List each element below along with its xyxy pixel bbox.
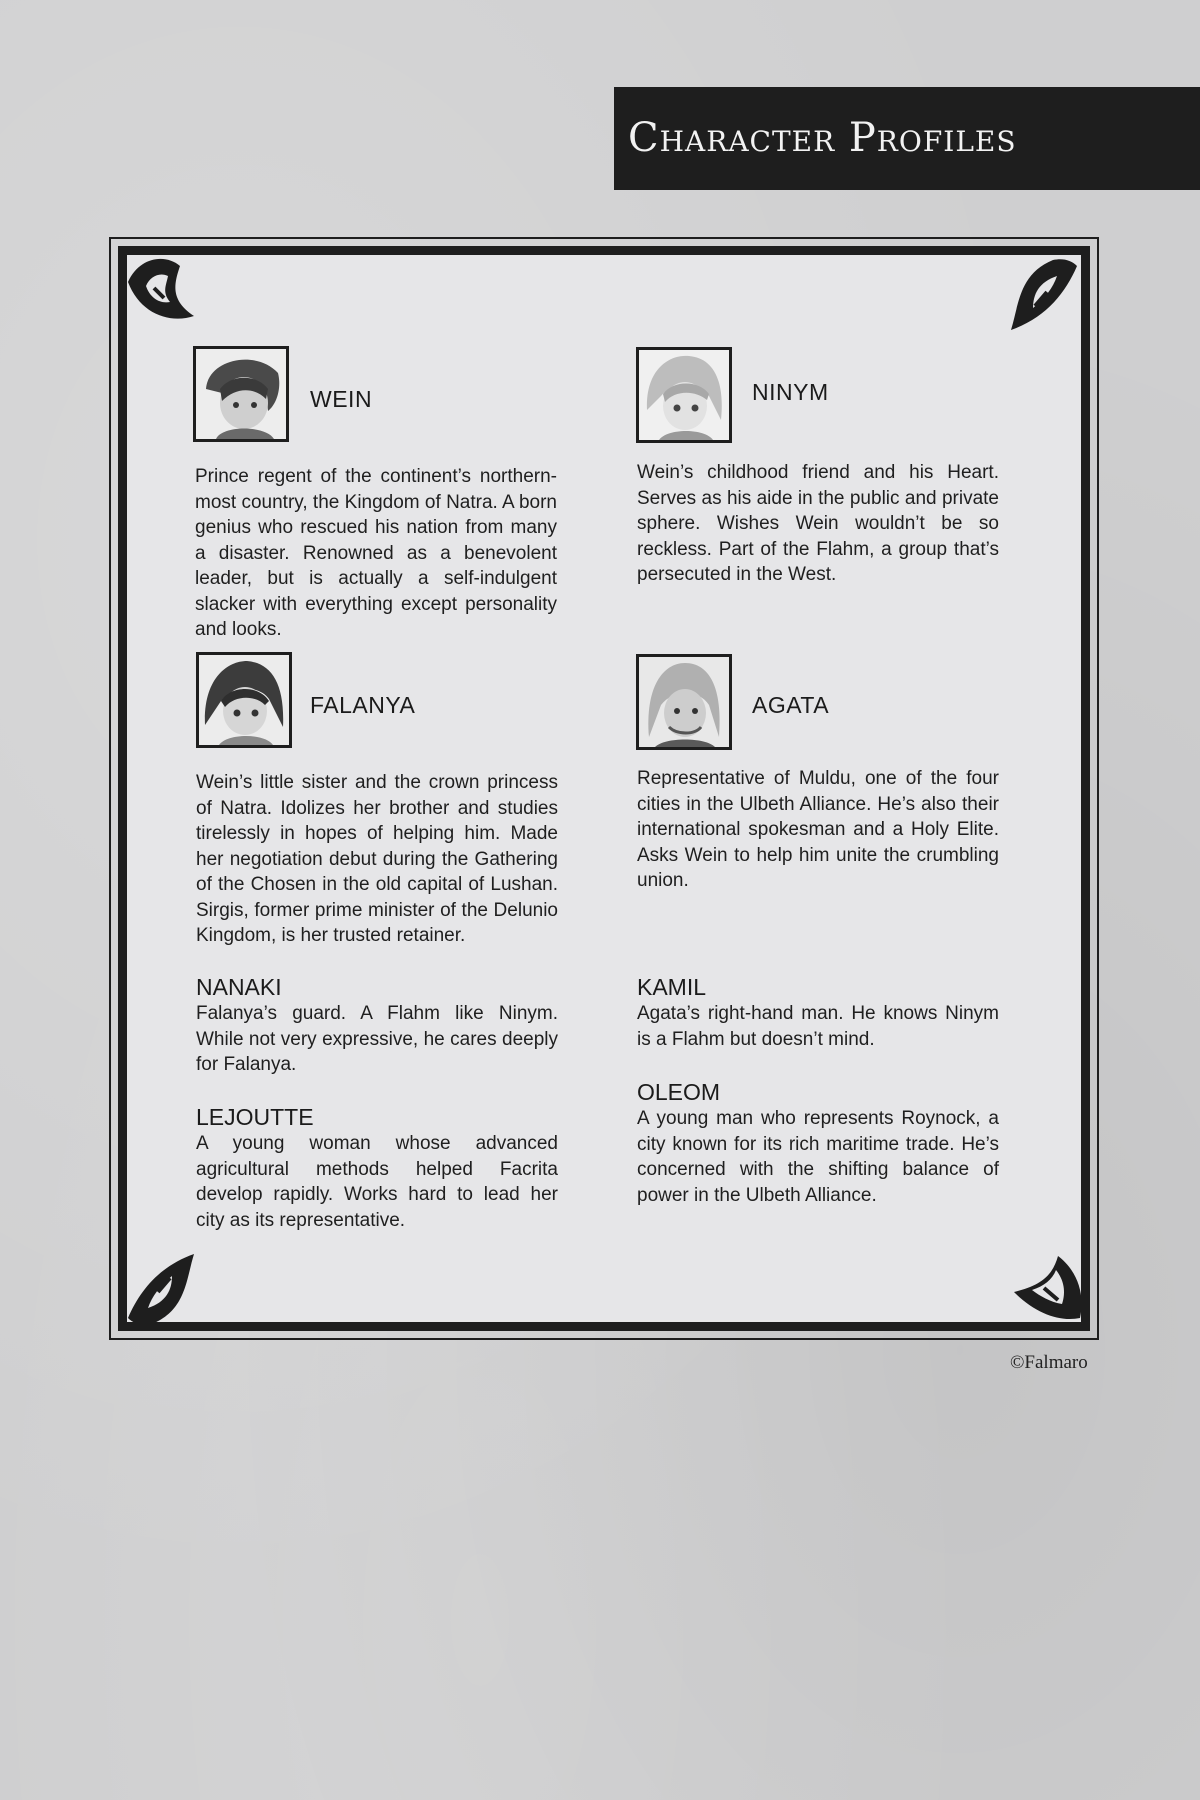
profile-description: A young man who represents Roynock, a city known for its rich maritime trade. He’s concerned with the shifting balance of power in the Ulbeth Alliance. bbox=[637, 1108, 999, 1206]
profile-name: KAMIL bbox=[637, 974, 707, 1000]
profile-name: FALANYA bbox=[310, 692, 416, 718]
profile-description: A young woman whose advanced agricultural methods helped Facrita develop rapidly. Works hard to lead her city as its representative. bbox=[196, 1133, 558, 1231]
page-title: Character Profiles bbox=[628, 115, 1017, 161]
profile-description: Representative of Muldu, one of the four cities in the Ulbeth Alliance. He’s also their international spokesman and a Holy Elite. Asks Wein to help him unite the crumbling union. bbox=[637, 768, 999, 891]
page-title-banner bbox=[614, 87, 1200, 190]
leaf-ornament-icon bbox=[1005, 254, 1085, 334]
leaf-ornament-icon bbox=[120, 1250, 200, 1330]
profile-name: OLEOM bbox=[637, 1079, 721, 1105]
profile-description: Prince regent of the continent’s northern-most country, the Kingdom of Natra. A born genius who rescued his nation from many a disaster. Renowned as a benevolent leader, but is actually a self-indulgent slacker with everything except personality and looks. bbox=[195, 466, 557, 640]
profile-description: Wein’s little sister and the crown princess of Natra. Idolizes her brother and studies tirelessly in hopes of helping him. Made her negotiation debut during the Gathering of the Chosen in the old capital of Lushan. Sirgis, former prime minister of the Delunio Kingdom, is her trusted retainer. bbox=[196, 772, 558, 946]
profile-name: NANAKI bbox=[196, 974, 282, 1000]
wein-portrait bbox=[193, 346, 289, 442]
profile-name: NINYM bbox=[752, 379, 829, 405]
profile-name: WEIN bbox=[310, 386, 373, 412]
falanya-portrait bbox=[196, 652, 292, 748]
profile-name: AGATA bbox=[752, 692, 830, 718]
profile-description: Agata’s right-hand man. He knows Ninym is a Flahm but doesn’t mind. bbox=[637, 1003, 999, 1050]
leaf-ornament-icon bbox=[120, 248, 200, 328]
leaf-ornament-icon bbox=[1008, 1250, 1088, 1330]
agata-portrait bbox=[636, 654, 732, 750]
ninym-portrait bbox=[636, 347, 732, 443]
profile-description: Wein’s childhood friend and his Heart. Serves as his aide in the public and private sphere. Wishes Wein wouldn’t be so reckless. Part of the Flahm, a group that’s persecuted in the West. bbox=[637, 462, 999, 585]
profile-name: LEJOUTTE bbox=[196, 1104, 314, 1130]
profile-description: Falanya’s guard. A Flahm like Ninym. While not very expressive, he cares deeply for Falanya. bbox=[196, 1003, 558, 1075]
copyright-notice: ©Falmaro bbox=[1010, 1352, 1088, 1373]
